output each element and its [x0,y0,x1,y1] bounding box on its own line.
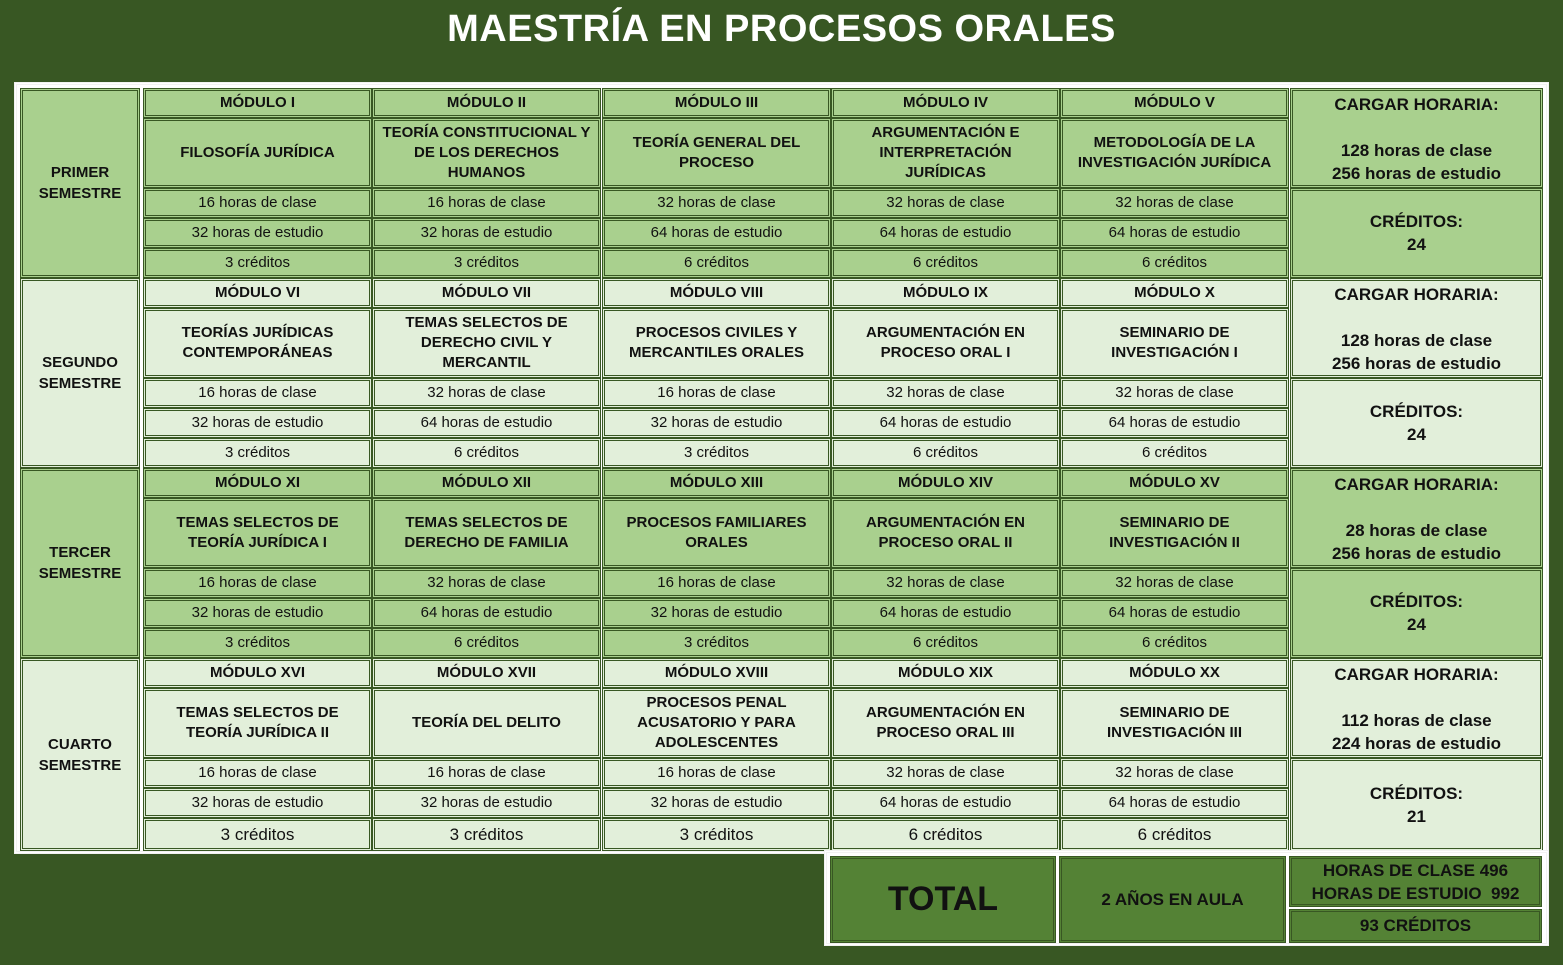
module-credits-cell [602,438,831,468]
module-class-hours-cell [143,378,372,408]
total-credits [1289,909,1542,943]
module-credits: 6 créditos [453,634,520,651]
module-module-cell [143,658,372,688]
module-study-hours: 32 horas de estudio [191,224,324,241]
module-module-cell [1060,88,1289,118]
module-module-cell [372,278,601,308]
module-class-hours: 16 horas de clase [657,384,776,401]
module-credits-cell [831,438,1060,468]
module-subject: ARGUMENTACIÓN EN PROCESO ORAL III [866,704,1025,741]
module-class-hours-cell [372,188,601,218]
module-module-cell [143,468,372,498]
semester-load-cell [1290,88,1543,188]
module-class-hours-cell [602,568,831,598]
module-module-cell [602,278,831,308]
module-module: MÓDULO VI [215,284,300,301]
module-class-hours: 16 horas de clase [427,194,546,211]
module-module-cell [372,658,601,688]
module-subject: TEORÍAS JURÍDICAS CONTEMPORÁNEAS [181,324,334,361]
module-subject-cell [372,118,601,188]
module-credits: 3 créditos [453,254,520,271]
module-module: MÓDULO XI [215,474,300,491]
module-subject: TEMAS SELECTOS DE DERECHO DE FAMILIA [404,514,569,551]
semester-load-cell [1290,278,1543,378]
load-study-hours: 256 horas de estudio [1331,544,1502,563]
curriculum-table [14,82,1549,854]
credits-label: CRÉDITOS: [1369,402,1464,421]
module-credits-cell [831,628,1060,658]
module-study-hours: 64 horas de estudio [879,224,1012,241]
module-class-hours: 16 horas de clase [198,384,317,401]
module-module: MÓDULO XIX [897,664,993,681]
module-credits: 3 créditos [224,634,291,651]
module-credits-cell [143,628,372,658]
module-study-hours: 64 horas de estudio [879,604,1012,621]
module-subject-cell [372,308,601,378]
module-study-hours-cell [831,788,1060,818]
module-class-hours-cell [372,758,601,788]
module-study-hours: 32 horas de estudio [650,794,783,811]
semester-name-line: SEMESTRE [38,185,122,202]
module-class-hours: 16 horas de clase [427,764,546,781]
module-module-cell [602,658,831,688]
semester-load-cell [1290,468,1543,568]
module-credits: 3 créditos [679,824,754,844]
module-subject-cell [602,688,831,758]
module-subject-cell [602,118,831,188]
module-class-hours: 32 horas de clase [1115,384,1234,401]
module-subject: TEORÍA GENERAL DEL PROCESO [632,134,801,171]
module-class-hours: 16 horas de clase [198,764,317,781]
module-class-hours-cell [831,188,1060,218]
module-study-hours: 32 horas de estudio [191,794,324,811]
module-module-cell [143,278,372,308]
module-module: MÓDULO IX [903,284,988,301]
totals-table [824,850,1549,946]
module-credits-cell [1060,248,1289,278]
module-credits: 6 créditos [1141,254,1208,271]
load-label: CARGAR HORARIA: [1334,95,1499,114]
module-study-hours-cell [143,408,372,438]
module-subject: TEORÍA DEL DELITO [412,714,561,731]
module-class-hours-cell [143,758,372,788]
module-study-hours: 64 horas de estudio [1108,604,1241,621]
module-credits-cell [831,248,1060,278]
module-class-hours-cell [602,188,831,218]
module-class-hours-cell [1060,568,1289,598]
module-credits-cell [143,248,372,278]
module-study-hours-cell [1060,788,1289,818]
module-subject-cell [143,688,372,758]
module-module: MÓDULO II [446,94,527,111]
module-study-hours: 32 horas de estudio [191,604,324,621]
module-credits-cell [372,438,601,468]
module-study-hours-cell [143,598,372,628]
module-credits-cell [143,818,372,851]
module-class-hours: 32 horas de clase [886,764,1005,781]
module-study-hours: 32 horas de estudio [650,604,783,621]
module-class-hours: 32 horas de clase [1115,574,1234,591]
module-module: MÓDULO VIII [669,284,764,301]
load-study-hours: 224 horas de estudio [1331,734,1502,753]
module-class-hours-cell [143,568,372,598]
module-class-hours: 16 horas de clase [657,764,776,781]
module-subject-cell [1060,498,1289,568]
module-subject: TEMAS SELECTOS DE DERECHO CIVIL Y MERCANTIL [405,314,568,371]
module-subject: ARGUMENTACIÓN E INTERPRETACIÓN JURÍDICAS [871,124,1020,181]
module-module-cell [831,658,1060,688]
module-module: MÓDULO XIII [669,474,764,491]
total-label-text: TOTAL [887,880,999,918]
module-class-hours: 32 horas de clase [427,574,546,591]
module-credits: 3 créditos [224,444,291,461]
module-class-hours-cell [1060,188,1289,218]
module-credits-cell [602,248,831,278]
page-title: MAESTRÍA EN PROCESOS ORALES [447,8,1116,50]
load-class-hours: 28 horas de clase [1345,521,1488,540]
module-module: MÓDULO XX [1129,664,1220,681]
module-study-hours-cell [831,598,1060,628]
load-label: CARGAR HORARIA: [1334,475,1499,494]
module-study-hours: 64 horas de estudio [1108,224,1241,241]
module-class-hours: 32 horas de clase [886,384,1005,401]
semester-credits-cell [1290,758,1543,851]
credits-value: 24 [1407,425,1426,444]
module-study-hours-cell [143,788,372,818]
module-class-hours: 16 horas de clase [198,574,317,591]
module-module: MÓDULO XII [441,474,532,491]
module-study-hours: 32 horas de estudio [420,224,553,241]
semester-name-line: SEMESTRE [38,756,122,774]
module-class-hours: 32 horas de clase [1115,194,1234,211]
module-study-hours-cell [372,218,601,248]
module-module: MÓDULO XVII [436,664,537,681]
module-subject: PROCESOS CIVILES Y MERCANTILES ORALES [628,324,804,361]
module-study-hours: 32 horas de estudio [191,414,324,431]
module-module: MÓDULO XVI [209,664,305,681]
module-class-hours-cell [831,758,1060,788]
module-study-hours-cell [372,788,601,818]
module-subject-cell [831,308,1060,378]
module-study-hours-cell [602,598,831,628]
module-study-hours-cell [831,408,1060,438]
semester-name-line: PRIMER [50,164,110,181]
semester-label [20,278,140,468]
module-study-hours: 64 horas de estudio [1108,414,1241,431]
module-subject: SEMINARIO DE INVESTIGACIÓN III [1106,704,1242,741]
module-credits: 6 créditos [1137,824,1212,844]
load-class-hours: 128 horas de clase [1340,141,1493,160]
module-module-cell [831,88,1060,118]
module-study-hours-cell [602,218,831,248]
module-subject-cell [372,498,601,568]
module-module: MÓDULO I [220,94,295,111]
module-credits: 6 créditos [912,444,979,461]
semester-credits-cell [1290,378,1543,468]
module-study-hours-cell [1060,598,1289,628]
module-subject-cell [143,118,372,188]
module-module: MÓDULO VII [441,284,532,301]
module-credits-cell [1060,438,1289,468]
module-credits-cell [372,248,601,278]
module-study-hours: 64 horas de estudio [420,414,553,431]
total-label [830,856,1056,943]
module-credits: 6 créditos [453,444,520,461]
module-subject: ARGUMENTACIÓN EN PROCESO ORAL II [866,514,1025,551]
module-module: MÓDULO XVIII [664,664,769,681]
module-study-hours-cell [831,218,1060,248]
module-study-hours-cell [1060,408,1289,438]
module-credits: 6 créditos [683,254,750,271]
module-subject-cell [831,688,1060,758]
module-class-hours: 16 horas de clase [198,194,317,211]
module-class-hours: 32 horas de clase [886,194,1005,211]
load-study-hours: 256 horas de estudio [1331,354,1502,373]
module-module-cell [143,88,372,118]
module-class-hours-cell [1060,758,1289,788]
module-credits: 3 créditos [224,254,291,271]
total-credits-text: 93 CRÉDITOS [1359,916,1472,935]
module-class-hours-cell [602,758,831,788]
module-module-cell [831,468,1060,498]
module-module: MÓDULO XIV [897,474,993,491]
module-study-hours-cell [372,408,601,438]
semester-name-line: CUARTO [48,735,112,753]
credits-value: 24 [1407,235,1426,254]
module-study-hours-cell [372,598,601,628]
total-class-hours: HORAS DE CLASE 496 [1322,860,1509,880]
module-subject-cell [143,308,372,378]
load-class-hours: 112 horas de clase [1341,711,1492,730]
module-subject: SEMINARIO DE INVESTIGACIÓN II [1109,514,1240,551]
module-class-hours-cell [372,568,601,598]
module-credits: 6 créditos [1141,444,1208,461]
module-subject-cell [602,308,831,378]
credits-label: CRÉDITOS: [1369,212,1464,231]
module-class-hours: 32 horas de clase [886,574,1005,591]
credits-label: CRÉDITOS: [1369,592,1464,611]
semester-credits-cell [1290,188,1543,278]
total-duration [1059,856,1286,943]
module-subject: SEMINARIO DE INVESTIGACIÓN I [1111,324,1238,361]
semester-load-cell [1290,658,1543,758]
module-credits-cell [372,628,601,658]
semester-name-line: SEGUNDO [42,354,118,371]
module-module-cell [602,468,831,498]
module-credits-cell [1060,818,1289,851]
module-credits: 6 créditos [912,634,979,651]
total-duration-text: 2 AÑOS EN AULA [1101,889,1244,909]
module-module: MÓDULO IV [903,94,988,111]
module-module: MÓDULO XV [1129,474,1220,491]
module-module: MÓDULO X [1134,284,1215,301]
module-credits-cell [602,818,831,851]
module-module-cell [372,88,601,118]
module-study-hours-cell [1060,218,1289,248]
load-study-hours: 256 horas de estudio [1331,164,1502,183]
module-subject-cell [372,688,601,758]
module-module-cell [1060,468,1289,498]
semester-name-line: TERCER [49,544,111,561]
credits-value: 24 [1407,615,1426,634]
module-module: MÓDULO III [674,94,759,111]
module-subject: TEMAS SELECTOS DE TEORÍA JURÍDICA I [176,514,339,551]
load-label: CARGAR HORARIA: [1334,665,1499,684]
module-study-hours-cell [602,788,831,818]
module-credits-cell [143,438,372,468]
module-class-hours-cell [1060,378,1289,408]
credits-label: CRÉDITOS: [1369,783,1464,803]
module-subject-cell [1060,688,1289,758]
module-credits-cell [602,628,831,658]
module-credits: 6 créditos [908,824,983,844]
module-module-cell [1060,278,1289,308]
module-credits: 3 créditos [220,824,295,844]
module-subject: TEORÍA CONSTITUCIONAL Y DE LOS DERECHOS HUMANOS [382,124,591,181]
module-credits: 3 créditos [683,444,750,461]
module-study-hours-cell [143,218,372,248]
module-subject-cell [602,498,831,568]
module-study-hours: 32 horas de estudio [650,414,783,431]
module-module-cell [372,468,601,498]
semester-label [20,658,140,851]
module-study-hours: 64 horas de estudio [879,414,1012,431]
module-subject: PROCESOS PENAL ACUSATORIO Y PARA ADOLESCENTES [637,694,796,751]
module-study-hours: 64 horas de estudio [420,604,553,621]
module-subject-cell [143,498,372,568]
module-class-hours: 32 horas de clase [1115,764,1234,781]
load-label: CARGAR HORARIA: [1334,285,1499,304]
module-credits: 3 créditos [449,824,524,844]
module-credits: 3 créditos [683,634,750,651]
module-subject: TEMAS SELECTOS DE TEORÍA JURÍDICA II [176,704,339,741]
module-credits-cell [1060,628,1289,658]
semester-name-line: SEMESTRE [38,565,122,582]
semester-credits-cell [1290,568,1543,658]
module-module-cell [602,88,831,118]
module-module-cell [1060,658,1289,688]
module-class-hours-cell [143,188,372,218]
module-study-hours-cell [602,408,831,438]
module-subject-cell [1060,308,1289,378]
module-study-hours: 64 horas de estudio [1108,794,1241,811]
module-credits: 6 créditos [912,254,979,271]
module-subject-cell [831,118,1060,188]
total-hours [1289,856,1542,907]
module-subject: FILOSOFÍA JURÍDICA [180,144,335,161]
total-study-hours: HORAS DE ESTUDIO 992 [1311,883,1520,903]
module-class-hours-cell [831,378,1060,408]
module-credits-cell [372,818,601,851]
module-study-hours: 64 horas de estudio [650,224,783,241]
module-class-hours-cell [372,378,601,408]
module-class-hours: 16 horas de clase [657,574,776,591]
module-study-hours: 64 horas de estudio [879,794,1012,811]
module-subject: METODOLOGÍA DE LA INVESTIGACIÓN JURÍDICA [1077,134,1272,171]
load-class-hours: 128 horas de clase [1340,331,1493,350]
module-subject-cell [831,498,1060,568]
module-credits: 6 créditos [1141,634,1208,651]
module-module: MÓDULO V [1134,94,1215,111]
module-module-cell [831,278,1060,308]
semester-name-line: SEMESTRE [38,375,122,392]
module-subject-cell [1060,118,1289,188]
module-study-hours: 32 horas de estudio [420,794,553,811]
module-class-hours: 32 horas de clase [427,384,546,401]
module-class-hours: 32 horas de clase [657,194,776,211]
module-class-hours-cell [602,378,831,408]
module-subject: PROCESOS FAMILIARES ORALES [626,514,807,551]
semester-label [20,468,140,658]
semester-label [20,88,140,278]
module-class-hours-cell [831,568,1060,598]
module-subject: ARGUMENTACIÓN EN PROCESO ORAL I [866,324,1025,361]
module-credits-cell [831,818,1060,851]
credits-value: 21 [1407,806,1426,826]
